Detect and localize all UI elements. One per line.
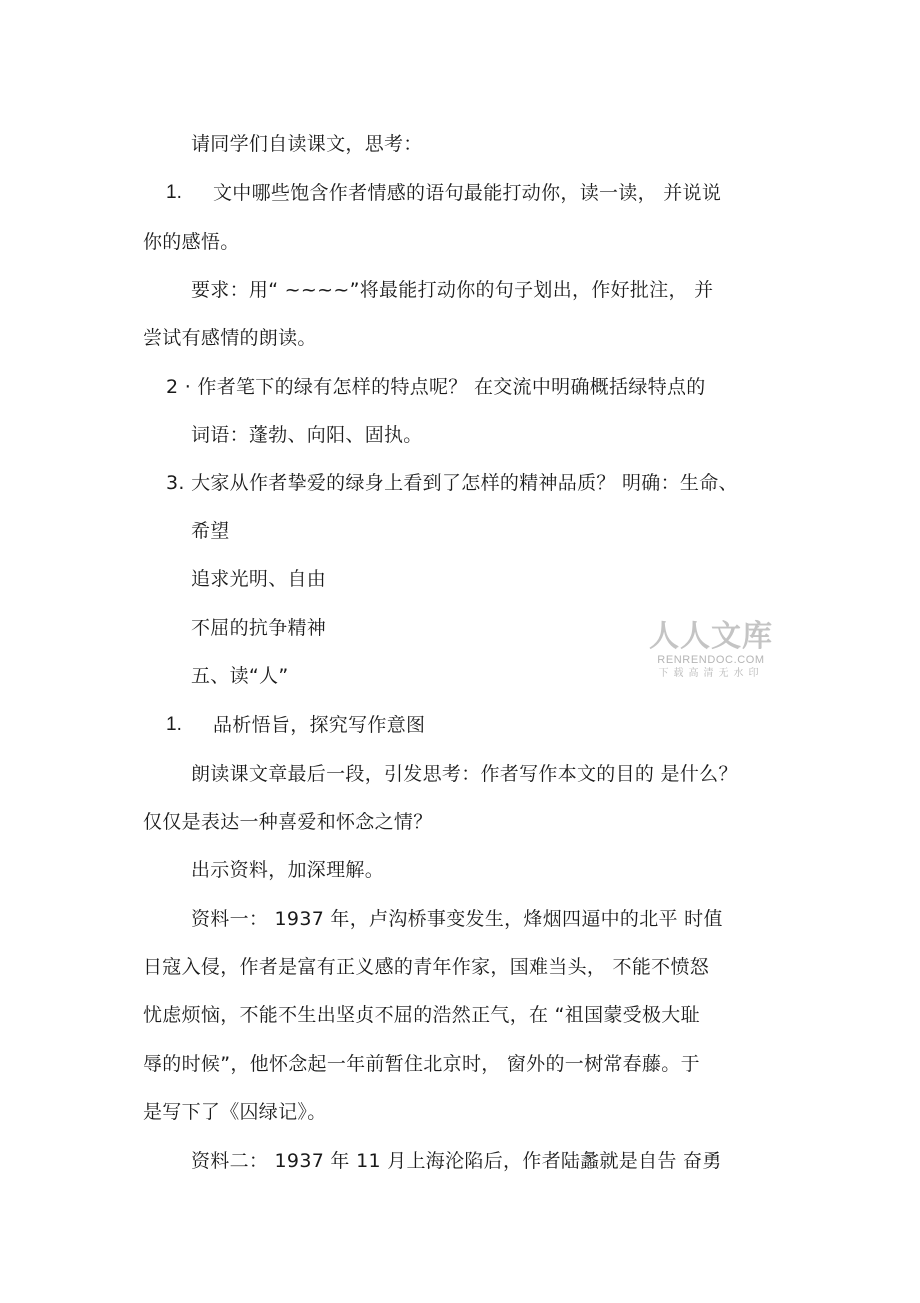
analysis-heading: 品析悟旨，探究写作意图 <box>213 714 426 736</box>
watermark-slogan: 下载高清无水印 <box>658 668 764 679</box>
question-1-line-1: 文中哪些饱含作者情感的语句最能打动你，读一读， 并说说 <box>213 182 722 204</box>
watermark-site: RENRENDOC.COM <box>657 654 765 666</box>
question-1-line-2: 你的感悟。 <box>143 231 240 253</box>
watermark-title: 人人文库 <box>649 619 773 654</box>
instruction-line: 请同学们自读课文，思考： <box>191 133 423 155</box>
section-heading-five: 五、读“人” <box>191 665 289 687</box>
material-1-line-1: 资料一： 1937 年，卢沟桥事变发生，烽烟四逼中的北平 时值 <box>191 908 723 930</box>
requirement-line-2: 尝试有感情的朗读。 <box>143 327 317 349</box>
show-materials-line: 出示资料，加深理解。 <box>191 859 385 881</box>
material-1-line-3: 忧虑烦恼，不能不生出坚贞不屈的浩然正气，在 “祖国蒙受极大耻 <box>143 1004 700 1026</box>
material-1-line-2: 日寇入侵，作者是富有正义感的青年作家，国难当头， 不能不愤怒 <box>143 956 710 978</box>
material-1-line-4: 辱的时候”，他怀念起一年前暂住北京时， 窗外的一树常春藤。于 <box>143 1053 700 1075</box>
material-1-line-5: 是写下了《囚绿记》。 <box>143 1101 327 1123</box>
answer-light-freedom: 追求光明、自由 <box>191 568 327 590</box>
reading-prompt-line-1: 朗读课文章最后一段，引发思考：作者写作本文的目的 是什么？ <box>191 763 738 785</box>
item-number-1: 1. <box>166 182 182 203</box>
item-number-1b: 1. <box>166 714 182 735</box>
question-2-line-2: 词语：蓬勃、向阳、固执。 <box>191 424 423 446</box>
watermark <box>646 620 776 680</box>
reading-prompt-line-2: 仅仅是表达一种喜爱和怀念之情？ <box>143 811 433 833</box>
requirement-line-1: 要求：用“ ~~~~”将最能打动你的句子划出，作好批注， 并 <box>191 279 714 301</box>
question-3-line-1: 3. 大家从作者挚爱的绿身上看到了怎样的精神品质？ 明确：生命、 <box>166 472 738 494</box>
question-2-line-1: 2 · 作者笔下的绿有怎样的特点呢？ 在交流中明确概括绿特点的 <box>166 376 706 398</box>
material-2-line-1: 资料二： 1937 年 11 月上海沦陷后，作者陆蠡就是自告 奋勇 <box>191 1150 722 1172</box>
answer-hope: 希望 <box>191 520 230 542</box>
answer-unyielding: 不屈的抗争精神 <box>191 617 327 639</box>
